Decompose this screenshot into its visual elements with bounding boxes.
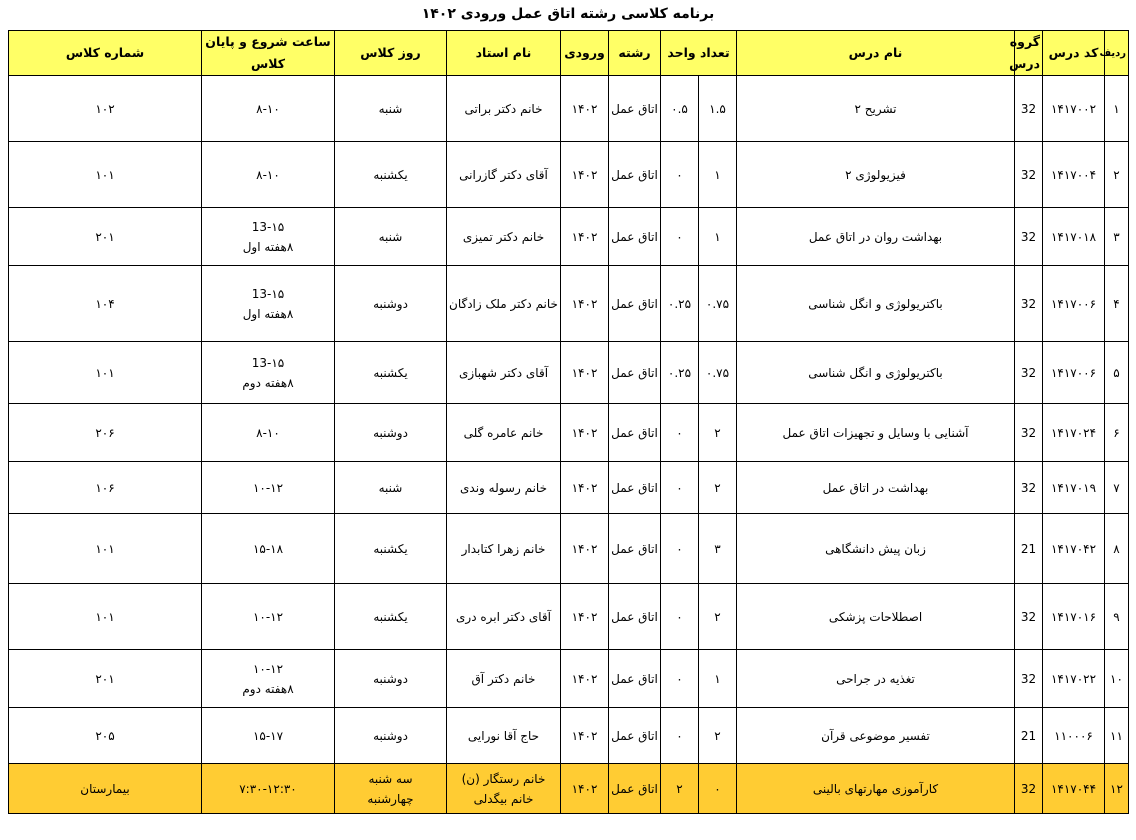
cell-time bbox=[202, 342, 335, 404]
table-row bbox=[9, 142, 1129, 208]
cell-day: شنبه bbox=[335, 462, 447, 514]
header-entry: ورودی bbox=[561, 31, 609, 76]
cell-course-name: باکتریولوژی و انگل شناسی bbox=[737, 266, 1015, 342]
cell-day: یکشنبه bbox=[335, 514, 447, 584]
cell-code: ۱۴۱۷۰۲۴ bbox=[1043, 404, 1105, 462]
cell-unit-2: ۰ bbox=[661, 208, 699, 266]
time-line-1: ۸-۱۰ bbox=[256, 425, 280, 440]
cell-entry: ۱۴۰۲ bbox=[561, 76, 609, 142]
cell-unit-1: ۱ bbox=[699, 650, 737, 708]
cell-num: ۱ bbox=[1105, 76, 1129, 142]
time-line-1: ۸-۱۰ bbox=[256, 101, 280, 116]
cell-group: 32 bbox=[1015, 342, 1043, 404]
day-line-2: چهارشنبه bbox=[367, 791, 414, 806]
table-row bbox=[9, 584, 1129, 650]
cell-room: ۱۰۴ bbox=[9, 266, 202, 342]
cell-field: اتاق عمل bbox=[609, 76, 661, 142]
cell-code: ۱۱۰۰۰۶ bbox=[1043, 708, 1105, 764]
cell-time bbox=[202, 76, 335, 142]
cell-unit-1: ۰.۷۵ bbox=[699, 342, 737, 404]
schedule-body bbox=[9, 76, 1129, 764]
cell-field: اتاق عمل bbox=[609, 342, 661, 404]
cell-unit-2: ۰.۲۵ bbox=[661, 266, 699, 342]
header-units: تعداد واحد bbox=[661, 31, 737, 76]
cell-day: یکشنبه bbox=[335, 142, 447, 208]
header-course-name: نام درس bbox=[737, 31, 1015, 76]
cell-time: ۷:۳۰-۱۲:۳۰ bbox=[202, 764, 335, 814]
cell-num: ۹ bbox=[1105, 584, 1129, 650]
cell-group: 32 bbox=[1015, 266, 1043, 342]
cell-entry: ۱۴۰۲ bbox=[561, 584, 609, 650]
cell-entry: ۱۴۰۲ bbox=[561, 266, 609, 342]
cell-time bbox=[202, 208, 335, 266]
cell-time bbox=[202, 514, 335, 584]
table-row bbox=[9, 462, 1129, 514]
cell-field: اتاق عمل bbox=[609, 650, 661, 708]
header-group: گروه درس bbox=[1015, 31, 1043, 76]
cell-group: 32 bbox=[1015, 584, 1043, 650]
header-row bbox=[9, 31, 1129, 76]
cell-unit-2: ۰ bbox=[661, 708, 699, 764]
cell-unit-2: ۰ bbox=[661, 404, 699, 462]
cell-entry: ۱۴۰۲ bbox=[561, 708, 609, 764]
cell-code: ۱۴۱۷۰۴۲ bbox=[1043, 514, 1105, 584]
time-line-1: ۱۰-۱۲ bbox=[252, 480, 284, 495]
cell-teacher: خانم رسوله وندی bbox=[447, 462, 561, 514]
cell-room: ۲۰۵ bbox=[9, 708, 202, 764]
cell-code: ۱۴۱۷۰۴۴ bbox=[1043, 764, 1105, 814]
cell-num: ۲ bbox=[1105, 142, 1129, 208]
cell-group: 32 bbox=[1015, 650, 1043, 708]
table-row bbox=[9, 266, 1129, 342]
cell-time bbox=[202, 650, 335, 708]
cell-code: ۱۴۱۷۰۲۲ bbox=[1043, 650, 1105, 708]
cell-field: اتاق عمل bbox=[609, 764, 661, 814]
cell-unit-2: ۰.۵ bbox=[661, 76, 699, 142]
cell-teacher: آقای دکتر شهبازی bbox=[447, 342, 561, 404]
cell-code: ۱۴۱۷۰۰۶ bbox=[1043, 266, 1105, 342]
table-row bbox=[9, 76, 1129, 142]
cell-field: اتاق عمل bbox=[609, 208, 661, 266]
cell-field: اتاق عمل bbox=[609, 708, 661, 764]
cell-teacher: خانم دکتر ملک زادگان bbox=[447, 266, 561, 342]
teacher-line-2: خانم بیگدلی bbox=[473, 791, 534, 806]
time-line-2: ۸هفته دوم bbox=[242, 375, 294, 390]
cell-group: 32 bbox=[1015, 404, 1043, 462]
time-line-1: ۱۵-۱۸ bbox=[252, 541, 284, 556]
cell-field: اتاق عمل bbox=[609, 404, 661, 462]
cell-teacher: خانم عامره گلی bbox=[447, 404, 561, 462]
cell-teacher: خانم دکتر براتی bbox=[447, 76, 561, 142]
table-row bbox=[9, 708, 1129, 764]
cell-group: 32 bbox=[1015, 462, 1043, 514]
time-line-2: ۸هفته اول bbox=[242, 239, 294, 254]
cell-unit-2: ۲ bbox=[661, 764, 699, 814]
cell-field: اتاق عمل bbox=[609, 266, 661, 342]
cell-entry: ۱۴۰۲ bbox=[561, 514, 609, 584]
cell-course-name: تشریح ۲ bbox=[737, 76, 1015, 142]
cell-room: ۲۰۱ bbox=[9, 208, 202, 266]
cell-course-name: آشنایی با وسایل و تجهیزات اتاق عمل bbox=[737, 404, 1015, 462]
cell-day: شنبه bbox=[335, 208, 447, 266]
cell-unit-1: ۲ bbox=[699, 462, 737, 514]
cell-num: ۵ bbox=[1105, 342, 1129, 404]
table-row-last bbox=[9, 764, 1129, 814]
cell-teacher: آقای دکتر گازرانی bbox=[447, 142, 561, 208]
cell-entry: ۱۴۰۲ bbox=[561, 404, 609, 462]
header-field: رشته bbox=[609, 31, 661, 76]
cell-course-name: زبان پیش دانشگاهی bbox=[737, 514, 1015, 584]
cell-num: ۳ bbox=[1105, 208, 1129, 266]
cell-group: 32 bbox=[1015, 764, 1043, 814]
cell-group: 21 bbox=[1015, 708, 1043, 764]
table-row bbox=[9, 404, 1129, 462]
time-line-1: 13-۱۵ bbox=[251, 219, 285, 234]
cell-day: دوشنبه bbox=[335, 708, 447, 764]
cell-unit-1: ۳ bbox=[699, 514, 737, 584]
cell-field: اتاق عمل bbox=[609, 462, 661, 514]
cell-room: ۱۰۱ bbox=[9, 142, 202, 208]
cell-teacher: آقای دکتر ابره دری bbox=[447, 584, 561, 650]
cell-unit-1: ۲ bbox=[699, 404, 737, 462]
cell-time bbox=[202, 708, 335, 764]
cell-course-name: اصطلاحات پزشکی bbox=[737, 584, 1015, 650]
cell-course-name: کارآموزی مهارتهای بالینی bbox=[737, 764, 1015, 814]
cell-field: اتاق عمل bbox=[609, 514, 661, 584]
cell-teacher: خانم زهرا کتابدار bbox=[447, 514, 561, 584]
time-line-1: ۱۰-۱۲ bbox=[252, 661, 284, 676]
cell-num: ۱۰ bbox=[1105, 650, 1129, 708]
cell-unit-1: ۲ bbox=[699, 584, 737, 650]
cell-num: ۸ bbox=[1105, 514, 1129, 584]
cell-field: اتاق عمل bbox=[609, 584, 661, 650]
cell-time bbox=[202, 404, 335, 462]
header-teacher: نام استاد bbox=[447, 31, 561, 76]
cell-entry: ۱۴۰۲ bbox=[561, 142, 609, 208]
teacher-line-1: خانم رستگار (ن) bbox=[461, 771, 546, 786]
cell-num: ۶ bbox=[1105, 404, 1129, 462]
cell-day: یکشنبه bbox=[335, 342, 447, 404]
cell-unit-2: ۰ bbox=[661, 462, 699, 514]
table-row bbox=[9, 342, 1129, 404]
cell-num: ۱۲ bbox=[1105, 764, 1129, 814]
cell-time bbox=[202, 462, 335, 514]
cell-group: 32 bbox=[1015, 142, 1043, 208]
cell-time bbox=[202, 584, 335, 650]
cell-num: ۷ bbox=[1105, 462, 1129, 514]
cell-entry: ۱۴۰۲ bbox=[561, 462, 609, 514]
cell-entry: ۱۴۰۲ bbox=[561, 650, 609, 708]
cell-field: اتاق عمل bbox=[609, 142, 661, 208]
cell-unit-2: ۰ bbox=[661, 514, 699, 584]
header-day: روز کلاس bbox=[335, 31, 447, 76]
page-title: برنامه کلاسی رشته اتاق عمل ورودی ۱۴۰۲ bbox=[421, 6, 715, 22]
cell-room: ۱۰۱ bbox=[9, 584, 202, 650]
header-room: شماره کلاس bbox=[9, 31, 202, 76]
day-line-1: سه شنبه bbox=[368, 771, 413, 786]
cell-day: دوشنبه bbox=[335, 650, 447, 708]
cell-teacher: خانم دکتر آق bbox=[447, 650, 561, 708]
cell-num: ۱۱ bbox=[1105, 708, 1129, 764]
table-row bbox=[9, 650, 1129, 708]
cell-course-name: تغذیه در جراحی bbox=[737, 650, 1015, 708]
cell-entry: ۱۴۰۲ bbox=[561, 764, 609, 814]
cell-group: 32 bbox=[1015, 76, 1043, 142]
cell-teacher bbox=[447, 764, 561, 814]
cell-room: ۱۰۱ bbox=[9, 514, 202, 584]
cell-unit-1: ۱ bbox=[699, 142, 737, 208]
time-line-1: ۱۰-۱۲ bbox=[252, 609, 284, 624]
cell-course-name: فیزیولوژی ۲ bbox=[737, 142, 1015, 208]
cell-course-name: باکتریولوژی و انگل شناسی bbox=[737, 342, 1015, 404]
cell-room: ۲۰۱ bbox=[9, 650, 202, 708]
cell-unit-1: ۱.۵ bbox=[699, 76, 737, 142]
cell-room: بیمارستان bbox=[9, 764, 202, 814]
cell-unit-2: ۰ bbox=[661, 142, 699, 208]
cell-unit-1: ۱ bbox=[699, 208, 737, 266]
cell-room: ۱۰۶ bbox=[9, 462, 202, 514]
cell-code: ۱۴۱۷۰۱۶ bbox=[1043, 584, 1105, 650]
cell-unit-1: ۰ bbox=[699, 764, 737, 814]
cell-unit-2: ۰ bbox=[661, 584, 699, 650]
cell-group: 21 bbox=[1015, 514, 1043, 584]
cell-room: ۲۰۶ bbox=[9, 404, 202, 462]
table-row bbox=[9, 514, 1129, 584]
cell-room: ۱۰۲ bbox=[9, 76, 202, 142]
cell-teacher: خانم دکتر تمیزی bbox=[447, 208, 561, 266]
cell-day bbox=[335, 764, 447, 814]
cell-unit-1: ۰.۷۵ bbox=[699, 266, 737, 342]
cell-code: ۱۴۱۷۰۱۹ bbox=[1043, 462, 1105, 514]
cell-code: ۱۴۱۷۰۰۴ bbox=[1043, 142, 1105, 208]
header-course-code: کد درس bbox=[1043, 31, 1105, 76]
cell-num: ۴ bbox=[1105, 266, 1129, 342]
cell-day: شنبه bbox=[335, 76, 447, 142]
header-row-num: ردیف bbox=[1105, 31, 1129, 76]
cell-code: ۱۴۱۷۰۰۲ bbox=[1043, 76, 1105, 142]
cell-day: دوشنبه bbox=[335, 266, 447, 342]
cell-unit-1: ۲ bbox=[699, 708, 737, 764]
cell-room: ۱۰۱ bbox=[9, 342, 202, 404]
cell-time bbox=[202, 142, 335, 208]
cell-unit-2: ۰ bbox=[661, 650, 699, 708]
cell-day: دوشنبه bbox=[335, 404, 447, 462]
cell-course-name: بهداشت در اتاق عمل bbox=[737, 462, 1015, 514]
time-line-1: 13-۱۵ bbox=[251, 355, 285, 370]
cell-unit-2: ۰.۲۵ bbox=[661, 342, 699, 404]
cell-day: یکشنبه bbox=[335, 584, 447, 650]
time-line-1: ۸-۱۰ bbox=[256, 167, 280, 182]
time-line-1: ۱۵-۱۷ bbox=[252, 728, 284, 743]
time-line-1: 13-۱۵ bbox=[251, 286, 285, 301]
header-time: ساعت شروع و پایان کلاس bbox=[202, 31, 335, 76]
cell-course-name: تفسیر موضوعی قرآن bbox=[737, 708, 1015, 764]
cell-code: ۱۴۱۷۰۱۸ bbox=[1043, 208, 1105, 266]
time-line-2: ۸هفته اول bbox=[242, 306, 294, 321]
time-line-2: ۸هفته دوم bbox=[242, 681, 294, 696]
cell-time bbox=[202, 266, 335, 342]
table-row bbox=[9, 208, 1129, 266]
cell-group: 32 bbox=[1015, 208, 1043, 266]
schedule-table bbox=[8, 30, 1129, 814]
cell-entry: ۱۴۰۲ bbox=[561, 342, 609, 404]
cell-code: ۱۴۱۷۰۰۶ bbox=[1043, 342, 1105, 404]
cell-course-name: بهداشت روان در اتاق عمل bbox=[737, 208, 1015, 266]
cell-teacher: حاج آقا نورایی bbox=[447, 708, 561, 764]
cell-entry: ۱۴۰۲ bbox=[561, 208, 609, 266]
